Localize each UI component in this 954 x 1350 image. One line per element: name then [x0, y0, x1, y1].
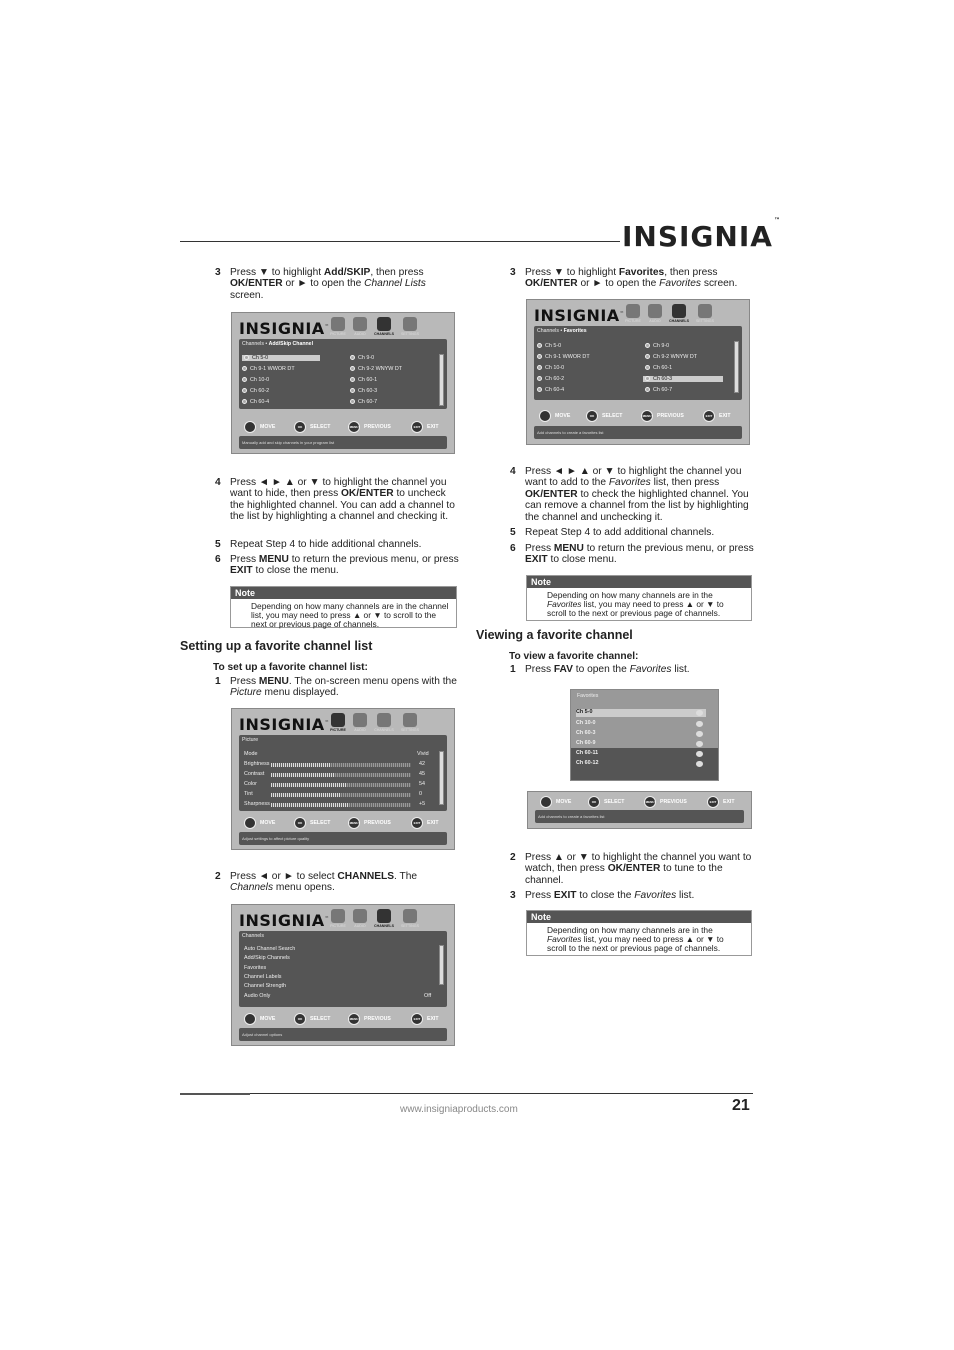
picture-icon: [331, 713, 345, 727]
tv-nav-bar: MOVE OK SELECT MENU PREVIOUS EXIT EXIT: [531, 408, 745, 426]
tab-picture[interactable]: PICTURE: [327, 713, 349, 732]
channel-item[interactable]: Ch 9-1 WWOR DT: [537, 354, 590, 360]
step-3-favorites: 3 Press ▼ to highlight Favorites, then press OK/ENTER or ► to open the Favorites screen.: [510, 267, 738, 290]
ok-enter-button-icon: OK: [586, 410, 598, 422]
picture-setting-value: 54: [419, 781, 425, 787]
help-text: Adjust settings to affect picture quality: [239, 832, 447, 845]
check-icon: [350, 366, 355, 371]
footer-url[interactable]: www.insigniaproducts.com: [400, 1104, 518, 1115]
tv-nav-bar: MOVE OK SELECT MENU PREVIOUS EXIT EXIT: [236, 1011, 450, 1029]
channel-item[interactable]: Ch 60-2: [537, 376, 564, 382]
menu-button-icon: MENU: [641, 410, 653, 422]
settings-icon: [698, 304, 712, 318]
tv-brand: INSIGNIA™: [239, 911, 330, 930]
picture-icon: [626, 304, 640, 318]
tab-audio[interactable]: AUDIO: [644, 304, 666, 323]
step-6-menu: 6 Press MENU to return the previous menu, or press EXIT to close menu.: [510, 543, 754, 566]
page-number: 21: [732, 1097, 750, 1114]
insignia-logo: INSIGNIA™: [622, 216, 781, 253]
settings-icon: [403, 713, 417, 727]
fav-channel-item[interactable]: Ch 60-11: [576, 750, 706, 758]
check-icon: [242, 399, 247, 404]
scrollbar[interactable]: [439, 945, 444, 985]
exit-button-icon: EXIT: [411, 421, 423, 433]
channel-item[interactable]: Ch 9-0: [350, 355, 374, 361]
heart-icon: [696, 731, 703, 737]
check-icon: [244, 355, 249, 360]
check-icon: [645, 365, 650, 370]
menu-button-icon: MENU: [348, 1013, 360, 1025]
footer-rule-accent: [180, 1093, 250, 1095]
section-title: Viewing a favorite channel: [476, 628, 633, 642]
tv-channels-screen: [231, 904, 455, 1046]
fav-channel-item[interactable]: Ch 60-12: [576, 760, 706, 768]
fav-channel-item[interactable]: Ch 10-0: [576, 720, 706, 728]
antenna-icon: [377, 909, 391, 923]
check-icon: [537, 365, 542, 370]
tv-brand: INSIGNIA™: [239, 319, 330, 338]
scrollbar[interactable]: [439, 354, 444, 406]
level-bar-fill: [271, 773, 334, 777]
audio-icon: [353, 713, 367, 727]
channel-item[interactable]: Ch 10-0: [242, 377, 269, 383]
fav-step-1: 1 Press MENU. The on-screen menu opens with the Picture menu displayed.: [215, 676, 457, 699]
subhead: To set up a favorite channel list:: [213, 662, 368, 673]
heart-icon: [696, 751, 703, 757]
help-text: Adjust channel options: [239, 1028, 447, 1041]
channel-item[interactable]: Ch 60-2: [242, 388, 269, 394]
heart-icon: [696, 761, 703, 767]
fav-step-2: 2 Press ◄ or ► to select CHANNELS. The Channels menu opens.: [215, 871, 418, 894]
picture-setting-label[interactable]: Color: [244, 781, 257, 787]
menu-item-add-skip-channels[interactable]: Add/Skip Channels: [244, 955, 290, 961]
menu-item-audio-only[interactable]: Audio Only: [244, 993, 271, 999]
ok-enter-button-icon: OK: [294, 421, 306, 433]
picture-setting-label[interactable]: Sharpness: [244, 801, 270, 807]
step-4-add-favorite: 4 Press ◄ ► ▲ or ▼ to highlight the channel you want to add to the Favorites list, then press OK/ENTER to check the highlighted channel. You can remove a channel from the list by highlighting the channel and unchecking it.: [510, 466, 749, 523]
antenna-icon: [377, 317, 391, 331]
picture-setting-label[interactable]: Contrast: [244, 771, 265, 777]
scrollbar[interactable]: [439, 751, 444, 805]
section-title: Setting up a favorite channel list: [180, 639, 373, 653]
ok-enter-button-icon: OK: [294, 1013, 306, 1025]
exit-button-icon: EXIT: [703, 410, 715, 422]
level-bar-fill: [271, 803, 348, 807]
tab-picture[interactable]: PICTURE: [327, 909, 349, 928]
tab-channels[interactable]: CHANNELS: [373, 317, 395, 336]
dpad-icon: [244, 421, 256, 433]
antenna-icon: [672, 304, 686, 318]
exit-button-icon: EXIT: [411, 817, 423, 829]
check-icon: [242, 377, 247, 382]
picture-setting-value: +5: [419, 801, 426, 807]
tab-settings[interactable]: SETTINGS: [399, 317, 421, 336]
channel-item[interactable]: Ch 60-7: [350, 399, 377, 405]
check-icon: [350, 377, 355, 382]
menu-button-icon: MENU: [644, 796, 656, 808]
check-icon: [537, 354, 542, 359]
picture-icon: [331, 909, 345, 923]
heart-icon: [696, 721, 703, 727]
dpad-icon: [540, 796, 552, 808]
footer-rule: [180, 1093, 753, 1094]
channel-item[interactable]: Ch 60-4: [537, 387, 564, 393]
tv-picture-screen: [231, 708, 455, 850]
audio-icon: [353, 909, 367, 923]
level-bar-fill: [271, 793, 341, 797]
picture-panel: Picture Mode Vivid Brightness 42 Contrast 45 Color 54 Tint 0 Sharpness +5: [239, 735, 447, 811]
note-box: Note Depending on how many channels are in the Favorites list, you may need to press ▲ or ▼ to scroll to the next or previous page of channels.: [526, 910, 752, 956]
help-text: Add channels to create a favorites list: [535, 810, 744, 823]
check-icon: [537, 387, 542, 392]
menu-button-icon: MENU: [348, 421, 360, 433]
tab-channels[interactable]: CHANNELS: [373, 713, 395, 732]
channel-item[interactable]: Ch 9-2 WNYW DT: [350, 366, 402, 372]
check-icon: [350, 355, 355, 360]
tv-addskip-screen: [231, 312, 455, 454]
channels-panel: Channels Auto Channel Search Add/Skip Channels Favorites Channel Labels Channel Strength Audio Only Off: [239, 931, 447, 1007]
tab-settings[interactable]: SETTINGS: [399, 909, 421, 928]
tab-channels[interactable]: CHANNELS: [668, 304, 690, 323]
antenna-icon: [377, 713, 391, 727]
fav-channel-item[interactable]: Ch 60-9: [576, 740, 706, 748]
tab-picture[interactable]: PICTURE: [327, 317, 349, 336]
picture-icon: [331, 317, 345, 331]
level-bar-fill: [271, 763, 330, 767]
audio-icon: [648, 304, 662, 318]
check-icon: [537, 376, 542, 381]
channel-item[interactable]: Ch 60-1: [350, 377, 377, 383]
tab-audio[interactable]: AUDIO: [349, 713, 371, 732]
help-text: Add channels to create a favorites list: [534, 426, 742, 439]
tab-audio[interactable]: AUDIO: [349, 317, 371, 336]
check-icon: [645, 387, 650, 392]
settings-icon: [403, 317, 417, 331]
level-bar-fill: [271, 783, 347, 787]
channel-item[interactable]: Ch 60-1: [645, 365, 672, 371]
ok-enter-button-icon: OK: [588, 796, 600, 808]
channel-item[interactable]: Ch 9-2 WNYW DT: [645, 354, 697, 360]
heart-icon: [696, 710, 703, 716]
tab-settings[interactable]: SETTINGS: [694, 304, 716, 323]
tv-brand: INSIGNIA™: [534, 306, 625, 325]
help-text: Manually add and skip channels in your program list: [239, 436, 447, 449]
check-icon: [645, 376, 650, 381]
step-3-add-skip: 3 Press ▼ to highlight Add/SKIP, then press OK/ENTER or ► to open the Channel Lists screen.: [215, 267, 426, 301]
dpad-icon: [539, 410, 551, 422]
channel-item[interactable]: Ch 60-7: [645, 387, 672, 393]
view-step-3: 3 Press EXIT to close the Favorites list.: [510, 890, 695, 901]
channel-item[interactable]: Ch 60-4: [242, 399, 269, 405]
audio-icon: [353, 317, 367, 331]
channel-item[interactable]: Ch 60-3: [350, 388, 377, 394]
favorites-panel: Channels • Favorites Ch 5-0 Ch 9-1 WWOR DT Ch 10-0 Ch 60-2 Ch 60-4 Ch 9-0 Ch 9-2 WNYW DT Ch 60-1 Ch 60-3 Ch 60-7: [534, 326, 742, 400]
tab-audio[interactable]: AUDIO: [349, 909, 371, 928]
check-icon: [242, 388, 247, 393]
check-icon: [645, 343, 650, 348]
tab-settings[interactable]: SETTINGS: [399, 713, 421, 732]
heart-icon: [696, 741, 703, 747]
tv-brand: INSIGNIA™: [239, 715, 330, 734]
ok-enter-button-icon: OK: [294, 817, 306, 829]
menu-button-icon: MENU: [348, 817, 360, 829]
picture-setting-label[interactable]: Brightness: [244, 761, 270, 767]
check-icon: [242, 366, 247, 371]
mode-value: Vivid: [417, 751, 429, 757]
check-icon: [350, 388, 355, 393]
favorites-nav-bar: MOVE OK SELECT MENU PREVIOUS EXIT EXIT Add channels to create a favorites list: [527, 791, 752, 829]
favorites-list-panel: Favorites Ch 5-0 Ch 10-0 Ch 60-3 Ch 60-9 Ch 60-11 Ch 60-12: [570, 689, 719, 781]
check-icon: [645, 354, 650, 359]
view-step-1: 1 Press FAV to open the Favorites list.: [510, 664, 690, 675]
step-6-menu: 6 Press MENU to return the previous menu, or press EXIT to close the menu.: [215, 554, 459, 577]
picture-setting-value: 42: [419, 761, 425, 767]
step-5-repeat: 5 Repeat Step 4 to hide additional channels.: [215, 539, 422, 550]
exit-button-icon: EXIT: [707, 796, 719, 808]
tab-channels[interactable]: CHANNELS: [373, 909, 395, 928]
audio-only-value: Off: [424, 993, 432, 999]
subhead: To view a favorite channel:: [509, 651, 639, 662]
channel-item[interactable]: Ch 9-0: [645, 343, 669, 349]
step-5-repeat: 5 Repeat Step 4 to add additional channels.: [510, 527, 715, 538]
tab-picture[interactable]: PICTURE: [622, 304, 644, 323]
view-step-2: 2 Press ▲ or ▼ to highlight the channel you want to watch, then press OK/ENTER to tune to the channel.: [510, 852, 752, 886]
channel-item[interactable]: Ch 5-0: [537, 343, 561, 349]
menu-item-channel-labels[interactable]: Channel Labels: [244, 974, 282, 980]
fav-channel-item[interactable]: Ch 5-0: [576, 709, 706, 717]
mode-label[interactable]: Mode: [244, 751, 258, 757]
scrollbar[interactable]: [734, 341, 739, 393]
exit-button-icon: EXIT: [411, 1013, 423, 1025]
check-icon: [537, 343, 542, 348]
channel-item[interactable]: Ch 60-3: [643, 376, 723, 382]
picture-setting-value: 45: [419, 771, 425, 777]
tv-nav-bar: MOVE OK SELECT MENU PREVIOUS EXIT EXIT: [236, 815, 450, 833]
addskip-panel: Channels • Add/Skip Channel Ch 5-0 Ch 9-1 WWOR DT Ch 10-0 Ch 60-2 Ch 60-4 Ch 9-0 Ch 9-2 WNYW DT Ch 60-1 Ch 60-3 Ch 60-7: [239, 339, 447, 409]
fav-channel-item[interactable]: Ch 60-3: [576, 730, 706, 738]
note-box: Note Depending on how many channels are in the channel list, you may need to press ▲ or ▼ to scroll to the next or previous page of channels.: [230, 586, 457, 628]
dpad-icon: [244, 817, 256, 829]
channel-item[interactable]: Ch 5-0: [242, 355, 320, 361]
check-icon: [350, 399, 355, 404]
dpad-icon: [244, 1013, 256, 1025]
tv-favorites-screen: [526, 299, 750, 445]
settings-icon: [403, 909, 417, 923]
step-4-hide-channel: 4 Press ◄ ► ▲ or ▼ to highlight the channel you want to hide, then press OK/ENTER to uncheck the highlighted channel. You can add a channel to the list by highlighting a channel and checking it.: [215, 477, 455, 523]
channel-item[interactable]: Ch 10-0: [537, 365, 564, 371]
picture-setting-label[interactable]: Tint: [244, 791, 253, 797]
channel-item[interactable]: Ch 9-1 WWOR DT: [242, 366, 295, 372]
menu-item-auto-channel-search[interactable]: Auto Channel Search: [244, 946, 296, 952]
note-box: Note Depending on how many channels are in the Favorites list, you may need to press ▲ or ▼ to scroll to the next or previous page of channels.: [526, 575, 752, 621]
tv-nav-bar: MOVE OK SELECT MENU PREVIOUS EXIT EXIT: [236, 419, 450, 437]
menu-item-channel-strength[interactable]: Channel Strength: [244, 983, 286, 989]
header-rule: [180, 241, 620, 242]
menu-item-favorites[interactable]: Favorites: [244, 965, 267, 971]
picture-setting-value: 0: [419, 791, 422, 797]
